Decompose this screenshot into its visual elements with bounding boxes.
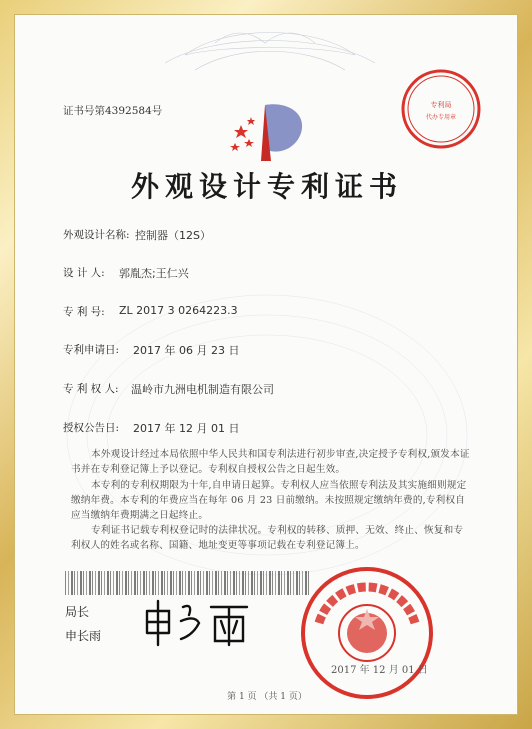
- signature-name: 申长雨: [65, 629, 102, 643]
- design-name-label: 外观设计名称:: [63, 229, 130, 241]
- cert-no-label: 证书号第: [63, 105, 105, 117]
- patentee-label: 专 利 权 人:: [63, 383, 119, 395]
- agency-stamp-center-top: 专利局: [430, 101, 452, 109]
- designer-label: 设 计 人:: [63, 267, 105, 279]
- patent-no-label: 专 利 号:: [63, 306, 105, 318]
- certificate-title: 外观设计专利证书: [130, 170, 403, 203]
- body-paragraph-1: 本外观设计经过本局依照中华人民共和国专利法进行初步审查,决定授予专利权,颁发本证书并在专利登记簿上予以登记。专利权自授权公告之日起生效。: [71, 449, 470, 475]
- signature-title: 局长: [65, 605, 90, 619]
- body-paragraph-3: 专利证书记载专利权登记时的法律状况。专利权的转移、质押、无效、终止、恢复和专利权人的姓名或名称、国籍、地址变更等事项记载在专利登记簿上。: [71, 525, 464, 551]
- certificate-number: [63, 103, 162, 118]
- filing-date-value: 2017 年 06 月 23 日: [133, 344, 240, 357]
- certificate-paper: [14, 14, 518, 715]
- cert-no-suffix: 号: [151, 105, 163, 117]
- official-seal: [297, 563, 437, 703]
- agency-stamp-center-bottom: 代办专用章: [425, 114, 457, 121]
- patent-no-value: ZL 2017 3 0264223.3: [119, 304, 238, 317]
- barcode: [65, 571, 310, 595]
- handwritten-signature: [135, 593, 265, 653]
- agency-stamp: [399, 67, 483, 151]
- cnipa-logo-icon: [225, 95, 315, 167]
- cert-no-value: 4392584: [105, 105, 152, 117]
- seal-date: 2017 年 12 月 01 日: [331, 665, 428, 676]
- design-name-value: 控制器（12S）: [135, 229, 211, 242]
- designer-value: 郭胤杰;王仁兴: [119, 267, 189, 280]
- body-paragraph-2: 本专利的专利权期限为十年,自申请日起算。专利权人应当依照专利法及其实施细则规定缴纳年费。本专利的年费应当在每年 06 月 23 日前缴纳。未按照规定缴纳年费的,专利权自应当缴纳年费期满之日起终止。: [71, 480, 467, 521]
- filing-date-label: 专利申请日:: [63, 344, 120, 356]
- grant-date-value: 2017 年 12 月 01 日: [133, 422, 240, 435]
- patentee-value: 温岭市九洲电机制造有限公司: [131, 383, 274, 396]
- page-footer: 第 1 页 （共 1 页）: [227, 692, 307, 702]
- grant-date-label: 授权公告日:: [63, 422, 120, 434]
